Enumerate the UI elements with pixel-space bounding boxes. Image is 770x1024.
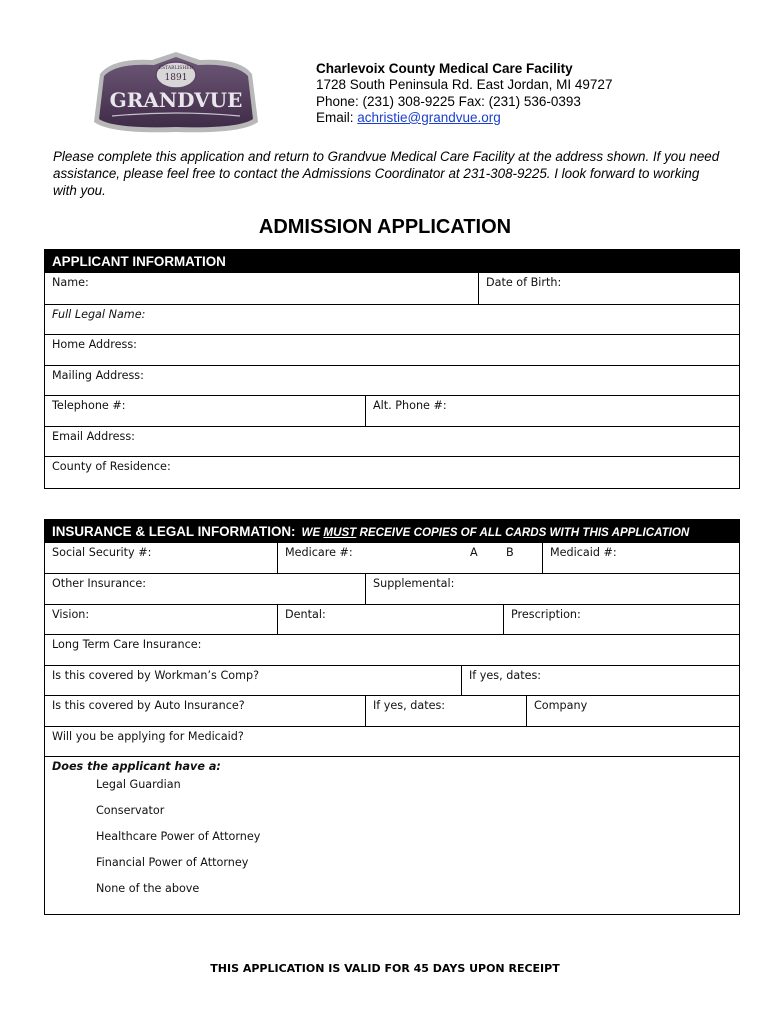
logo-arc-text: ESTABLISHED	[158, 66, 194, 71]
mailing-address-row	[45, 365, 739, 395]
mailing-address-field[interactable]: Mailing Address:	[52, 369, 144, 382]
workmans-comp-row	[45, 665, 739, 695]
ssn-field[interactable]: Social Security #:	[52, 546, 152, 559]
name-field[interactable]: Name:	[52, 276, 89, 289]
email-address-field[interactable]: Email Address:	[52, 430, 135, 443]
medicaid-apply-row	[45, 726, 739, 756]
auto-company-field[interactable]: Company	[526, 696, 739, 726]
logo-name: GRANDVUE	[109, 88, 243, 112]
facility-info	[316, 61, 612, 126]
auto-insurance-field[interactable]: Is this covered by Auto Insurance?	[52, 699, 245, 712]
vision-row	[45, 604, 739, 634]
auto-dates-field[interactable]: If yes, dates:	[365, 696, 526, 726]
dob-field[interactable]: Date of Birth:	[478, 273, 739, 304]
logo-year: 1891	[164, 73, 188, 83]
facility-name: Charlevoix County Medical Care Facility	[316, 61, 573, 76]
applicant-information-header: APPLICANT INFORMATION	[45, 250, 739, 273]
email-label: Email:	[316, 109, 358, 125]
applicant-information-table	[44, 249, 740, 489]
option-healthcare-poa[interactable]: Healthcare Power of Attorney	[96, 830, 261, 843]
name-row	[45, 273, 739, 304]
telephone-field[interactable]: Telephone #:	[52, 399, 126, 412]
medicare-part-a[interactable]: A	[470, 546, 478, 559]
validity-footer: THIS APPLICATION IS VALID FOR 45 DAYS UPON RECEIPT	[210, 962, 560, 975]
email-link[interactable]: achristie@grandvue.org	[357, 109, 501, 125]
home-address-row	[45, 334, 739, 365]
option-financial-poa[interactable]: Financial Power of Attorney	[96, 856, 249, 869]
other-insurance-row	[45, 573, 739, 604]
medicare-label: Medicare #:	[285, 546, 353, 559]
option-legal-guardian[interactable]: Legal Guardian	[96, 778, 181, 791]
option-none[interactable]: None of the above	[96, 882, 200, 895]
medicaid-field[interactable]: Medicaid #:	[542, 543, 739, 573]
county-row	[45, 456, 739, 487]
intro-paragraph: Please complete this application and return to Grandvue Medical Care Facility at the address shown. If you need assistance, please feel free to contact the Admissions Coordinator at 231-308-9225. I look forward to working with you.	[53, 149, 720, 198]
insurance-header-title: INSURANCE & LEGAL INFORMATION:	[52, 524, 296, 539]
workmans-comp-dates-field[interactable]: If yes, dates:	[461, 666, 739, 695]
alt-phone-field[interactable]: Alt. Phone #:	[365, 396, 739, 426]
medicaid-apply-field[interactable]: Will you be applying for Medicaid?	[52, 730, 244, 743]
applicant-have-label: Does the applicant have a:	[52, 760, 221, 773]
note-post: RECEIVE COPIES OF ALL CARDS WITH THIS APPLICATION	[356, 526, 690, 539]
medicare-field[interactable]	[277, 543, 542, 573]
home-address-field[interactable]: Home Address:	[52, 338, 137, 351]
workmans-comp-field[interactable]: Is this covered by Workman’s Comp?	[52, 669, 260, 682]
grandvue-logo	[92, 52, 260, 134]
ssn-row	[45, 543, 739, 573]
insurance-legal-header	[45, 520, 739, 543]
telephone-row	[45, 395, 739, 426]
applicant-have-row	[45, 756, 739, 913]
medicare-part-b[interactable]: B	[506, 546, 514, 559]
facility-email-line	[316, 110, 612, 126]
ltc-field[interactable]: Long Term Care Insurance:	[52, 638, 202, 651]
insurance-legal-table	[44, 519, 740, 915]
dental-field[interactable]: Dental:	[277, 605, 503, 634]
county-field[interactable]: County of Residence:	[52, 460, 171, 473]
vision-field[interactable]: Vision:	[52, 608, 90, 621]
option-conservator[interactable]: Conservator	[96, 804, 165, 817]
note-must: MUST	[323, 526, 357, 539]
other-insurance-field[interactable]: Other Insurance:	[52, 577, 146, 590]
full-legal-name-field[interactable]: Full Legal Name:	[52, 308, 146, 321]
email-address-row	[45, 426, 739, 456]
facility-phone-fax: Phone: (231) 308-9225 Fax: (231) 536-0393	[316, 93, 581, 109]
auto-insurance-row	[45, 695, 739, 726]
note-pre: WE	[301, 526, 324, 539]
ltc-row	[45, 634, 739, 665]
full-legal-name-row	[45, 304, 739, 334]
supplemental-field[interactable]: Supplemental:	[365, 574, 739, 604]
insurance-header-note	[302, 526, 690, 539]
page-title: ADMISSION APPLICATION	[258, 216, 512, 238]
prescription-field[interactable]: Prescription:	[503, 605, 739, 634]
facility-address: 1728 South Peninsula Rd. East Jordan, MI 49727	[316, 77, 613, 93]
